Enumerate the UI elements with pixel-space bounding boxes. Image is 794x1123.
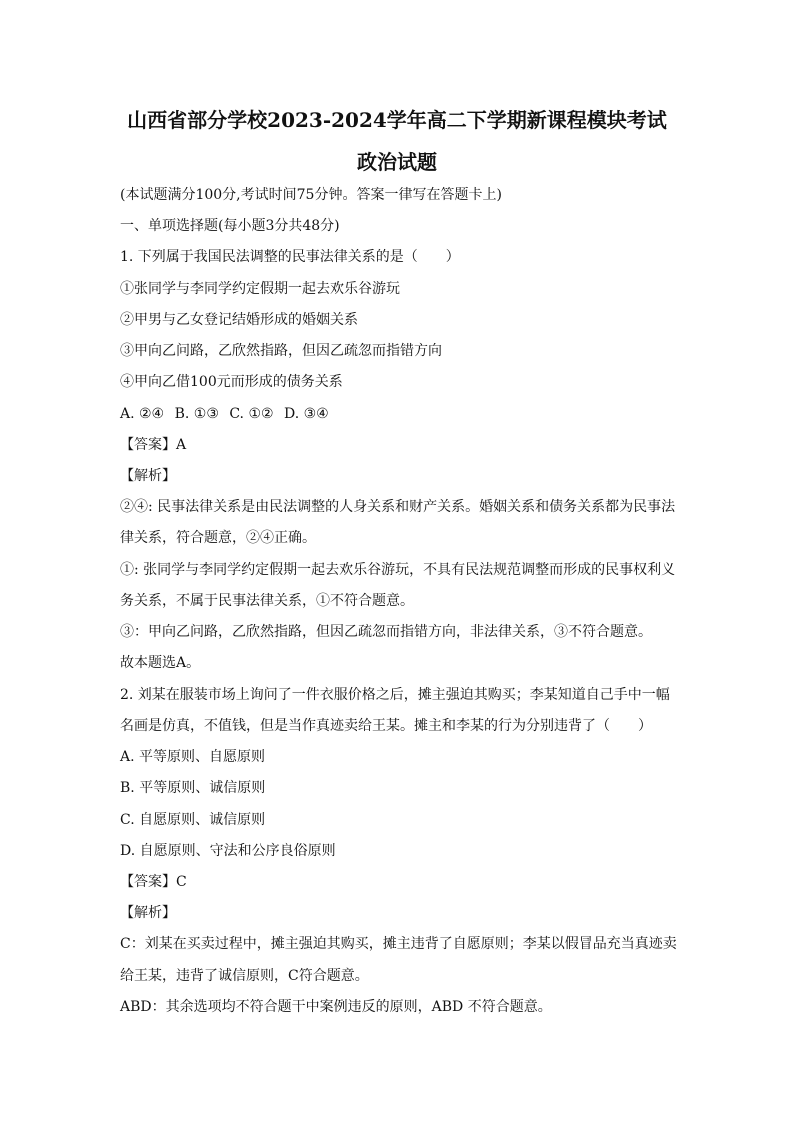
q2-analysis-line: C：刘某在买卖过程中，摊主强迫其购买，摊主违背了自愿原则；李某以假冒品充当真迹卖: [120, 936, 677, 952]
title-line-1: 山西省部分学校2023-2024学年高二下学期新课程模块考试: [127, 108, 667, 132]
q2-analysis-line: ABD：其余选项均不符合题干中案例违反的原则，ABD 不符合题意。: [120, 999, 552, 1015]
q1-option-a: A. ②④: [120, 406, 165, 422]
q2-analysis-line: 给王某，违背了诚信原则，C符合题意。: [120, 968, 369, 984]
q2-stem-line: 名画是仿真，不值钱，但是当作真迹卖给王某。摊主和李某的行为分别违背了（ ）: [120, 718, 652, 734]
q1-analysis-line: 故本题选A。: [120, 655, 201, 671]
q2-stem-line: 2. 刘某在服装市场上询问了一件衣服价格之后，摊主强迫其购买；李某知道自己手中一幅: [120, 687, 670, 703]
q1-analysis-line: ①: 张同学与李同学约定假期一起去欢乐谷游玩，不具有民法规范调整而形成的民事权利义: [120, 562, 676, 578]
section-heading: 一、单项选择题(每小题3分共48分): [120, 218, 340, 234]
q1-stem: 1. 下列属于我国民法调整的民事法律关系的是（ ）: [120, 249, 460, 265]
q1-answer: 【答案】A: [120, 437, 187, 453]
q1-option-d: D. ③④: [284, 406, 329, 422]
q1-analysis-line: 律关系，符合题意，②④正确。: [120, 530, 316, 546]
q2-option-c: C. 自愿原则、诚信原则: [120, 812, 266, 828]
q1-analysis-line: ③：甲向乙问路，乙欣然指路，但因乙疏忽而指错方向，非法律关系，③不符合题意。: [120, 624, 652, 640]
q2-option-d: D. 自愿原则、守法和公序良俗原则: [120, 843, 336, 859]
q1-option-b: B. ①③: [174, 406, 219, 422]
q1-item: ④甲向乙借100元而形成的债务关系: [120, 374, 343, 390]
q2-analysis-label: 【解析】: [120, 905, 176, 921]
q1-analysis-line: 务关系，不属于民事法律关系，①不符合题意。: [120, 593, 414, 609]
q1-options: [120, 404, 335, 424]
q1-analysis-label: 【解析】: [120, 468, 176, 484]
q2-answer: 【答案】C: [120, 874, 187, 890]
title-line-2: 政治试题: [357, 150, 437, 174]
exam-note: (本试题满分100分,考试时间75分钟。答案一律写在答题卡上): [120, 187, 502, 203]
q1-item: ③甲向乙问路，乙欣然指路，但因乙疏忽而指错方向: [120, 343, 442, 359]
q1-option-c: C. ①②: [229, 406, 274, 422]
q1-item: ②甲男与乙女登记结婚形成的婚姻关系: [120, 312, 358, 328]
q2-option-a: A. 平等原则、自愿原则: [120, 749, 266, 765]
q2-option-b: B. 平等原则、诚信原则: [120, 780, 266, 796]
q1-analysis-line: ②④: 民事法律关系是由民法调整的人身关系和财产关系。婚姻关系和债务关系都为民事法: [120, 499, 676, 515]
q1-item: ①张同学与李同学约定假期一起去欢乐谷游玩: [120, 281, 400, 297]
